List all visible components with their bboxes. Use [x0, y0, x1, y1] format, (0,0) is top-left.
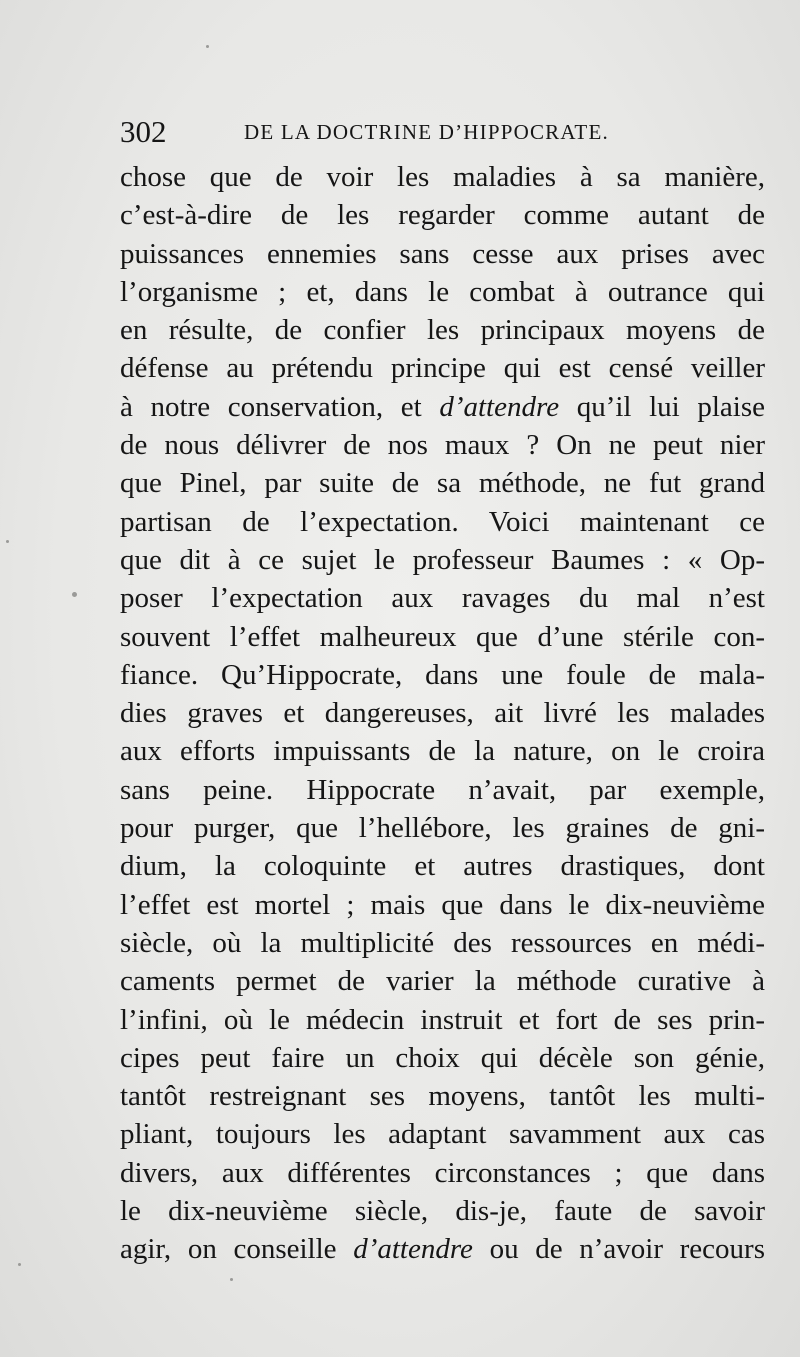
text-line: [120, 388, 765, 426]
text-line: [120, 349, 765, 387]
text-line: [120, 579, 765, 617]
text-run: c’est-à-dire de les regarder comme autant de: [120, 199, 765, 232]
text-run: que Pinel, par suite de sa méthode, ne fut grand: [120, 467, 765, 500]
text-line: [120, 809, 765, 847]
text-line: [120, 503, 765, 541]
text-run: qu’il lui plaise: [559, 390, 766, 423]
text-run: cipes peut faire un choix qui décèle son génie,: [120, 1041, 765, 1074]
italic-text-run: d’attendre: [353, 1233, 473, 1266]
text-run: pliant, toujours les adaptant savamment aux cas: [120, 1118, 765, 1151]
text-run: partisan de l’expectation. Voici maintenant ce: [120, 505, 765, 538]
text-run: poser l’expectation aux ravages du mal n’est: [120, 582, 765, 615]
text-run: l’infini, où le médecin instruit et fort de ses prin-: [120, 1003, 765, 1036]
text-line: [120, 158, 765, 196]
body-text: [120, 158, 765, 1269]
text-line: [120, 618, 765, 656]
text-line: [120, 1230, 765, 1268]
text-line: [120, 1077, 765, 1115]
text-run: l’organisme ; et, dans le combat à outrance qui: [120, 275, 765, 308]
text-line: [120, 847, 765, 885]
text-run: ou de n’avoir recours: [472, 1233, 765, 1266]
text-line: [120, 464, 765, 502]
text-line: [120, 311, 765, 349]
text-run: souvent l’effet malheureux que d’une stérile con-: [120, 620, 765, 653]
text-line: [120, 1039, 765, 1077]
text-run: pour purger, que l’hellébore, les graines de gni-: [120, 812, 765, 845]
text-line: [120, 1001, 765, 1039]
text-line: [120, 771, 765, 809]
text-run: à notre conservation, et: [120, 390, 440, 423]
running-title: DE LA DOCTRINE D’HIPPOCRATE.: [244, 120, 609, 144]
text-run: dies graves et dangereuses, ait livré les malades: [120, 697, 765, 730]
text-line: [120, 924, 765, 962]
text-line: [120, 694, 765, 732]
text-run: chose que de voir les maladies à sa manière,: [120, 161, 765, 193]
print-speck: [72, 592, 77, 597]
page-number: 302: [120, 114, 167, 149]
text-run: que dit à ce sujet le professeur Baumes : « Op-: [120, 543, 765, 576]
text-line: [120, 962, 765, 1000]
text-line: [120, 196, 765, 234]
text-run: dium, la coloquinte et autres drastiques, dont: [120, 850, 765, 883]
text-run: caments permet de varier la méthode curative à: [120, 965, 765, 998]
text-run: de nous délivrer de nos maux ? On ne peut nier: [120, 429, 765, 462]
text-run: aux efforts impuissants de la nature, on le croira: [120, 735, 765, 768]
text-run: l’effet est mortel ; mais que dans le dix-neuvième: [120, 888, 765, 921]
text-run: agir, on conseille: [120, 1233, 354, 1266]
text-line: [120, 1115, 765, 1153]
text-line: [120, 426, 765, 464]
text-run: défense au prétendu principe qui est censé veiller: [120, 352, 765, 385]
text-run: sans peine. Hippocrate n’avait, par exemple,: [120, 773, 765, 806]
print-speck: [18, 1263, 21, 1266]
text-line: [120, 732, 765, 770]
text-line: [120, 656, 765, 694]
text-line: [120, 273, 765, 311]
print-speck: [206, 45, 209, 48]
print-speck: [230, 1278, 233, 1281]
text-run: en résulte, de confier les principaux moyens de: [120, 314, 765, 347]
print-speck: [6, 540, 9, 543]
text-run: siècle, où la multiplicité des ressources en médi-: [120, 926, 765, 959]
text-run: puissances ennemies sans cesse aux prises avec: [120, 237, 765, 270]
text-line: [120, 1154, 765, 1192]
italic-text-run: d’attendre: [439, 390, 560, 423]
text-line: [120, 235, 765, 273]
text-run: fiance. Qu’Hippocrate, dans une foule de mala-: [120, 658, 765, 691]
text-line: [120, 1192, 765, 1230]
text-line: [120, 886, 765, 924]
text-run: le dix-neuvième siècle, dis-je, faute de savoir: [120, 1195, 765, 1228]
page-header: [120, 112, 640, 152]
text-run: divers, aux différentes circonstances ; que dans: [120, 1156, 765, 1189]
text-run: tantôt restreignant ses moyens, tantôt les multi-: [120, 1080, 765, 1113]
text-line: [120, 541, 765, 579]
